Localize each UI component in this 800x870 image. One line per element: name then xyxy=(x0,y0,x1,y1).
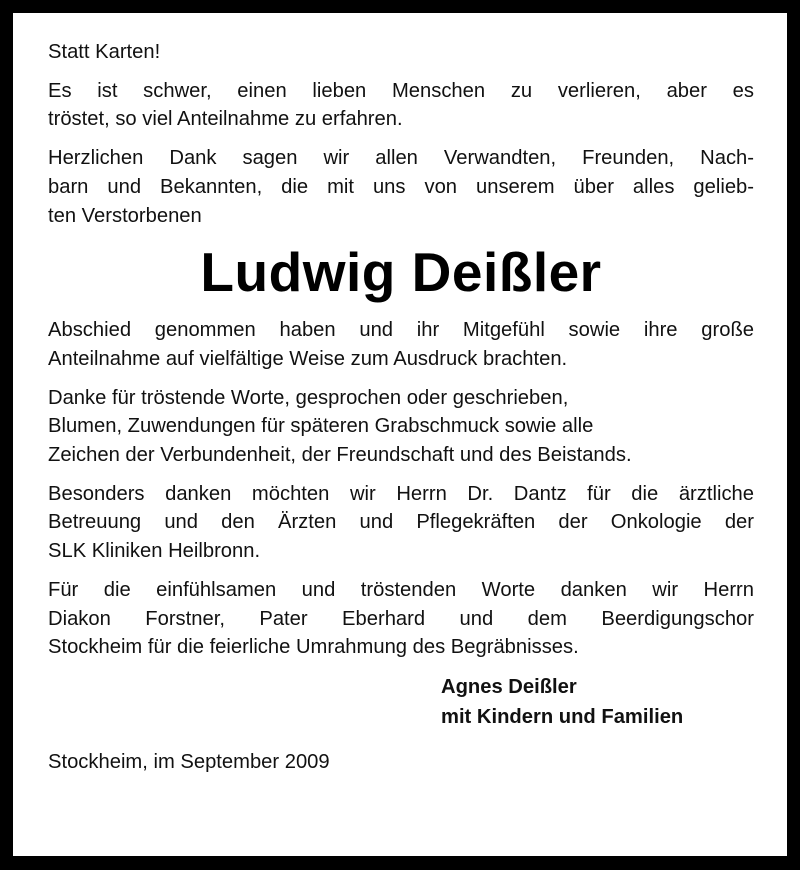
special-thanks-paragraph xyxy=(48,480,754,566)
ceremony-thanks-line: Für die einfühlsamen und tröstenden Worte danken wir Herrn xyxy=(48,578,754,601)
greeting xyxy=(48,38,754,67)
intro-line: Es ist schwer, einen lieben Menschen zu verlieren, aber es xyxy=(48,79,754,102)
gratitude-line: Blumen, Zuwendungen für späteren Grabschmuck sowie alle xyxy=(48,415,594,438)
intro-paragraph xyxy=(48,77,754,134)
farewell-paragraph xyxy=(48,316,754,373)
gratitude-line: Zeichen der Verbundenheit, der Freundschaft und des Beistands. xyxy=(48,444,632,467)
intro-line: tröstet, so viel Anteilnahme zu erfahren. xyxy=(48,108,403,131)
special-thanks-line: Besonders danken möchten wir Herrn Dr. Dantz für die ärztliche xyxy=(48,482,754,505)
special-thanks-line: SLK Kliniken Heilbronn. xyxy=(48,540,261,563)
thanks-intro-line: Herzlichen Dank sagen wir allen Verwandten, Freunden, Nach- xyxy=(48,147,754,170)
ceremony-thanks-line: Diakon Forstner, Pater Eberhard und dem Beerdigungschor xyxy=(48,607,754,630)
farewell-line: Abschied genommen haben und ihr Mitgefühl sowie ihre große xyxy=(48,319,754,342)
farewell-line: Anteilnahme auf vielfältige Weise zum Ausdruck brachten. xyxy=(48,347,568,370)
place-date: Stockheim, im September 2009 xyxy=(48,750,330,773)
greeting-text: Statt Karten! xyxy=(48,41,161,63)
special-thanks-line: Betreuung und den Ärzten und Pflegekräften der Onkologie der xyxy=(48,511,754,534)
thanks-intro-paragraph xyxy=(48,144,754,230)
gratitude-paragraph xyxy=(48,384,754,470)
thank-you-notice xyxy=(48,38,754,777)
ceremony-thanks-paragraph xyxy=(48,576,754,662)
signature-family: mit Kindern und Familien xyxy=(441,705,684,728)
deceased-name: Ludwig Deißler xyxy=(200,241,602,304)
signature-name: Agnes Deißler xyxy=(441,675,577,698)
signature-block xyxy=(441,672,754,732)
thanks-intro-line: barn und Bekannten, die mit uns von unserem über alles gelieb- xyxy=(48,175,754,198)
thanks-intro-line: ten Verstorbenen xyxy=(48,204,202,227)
ceremony-thanks-line: Stockheim für die feierliche Umrahmung des Begräbnisses. xyxy=(48,636,579,659)
gratitude-line: Danke für tröstende Worte, gesprochen oder geschrieben, xyxy=(48,386,569,409)
